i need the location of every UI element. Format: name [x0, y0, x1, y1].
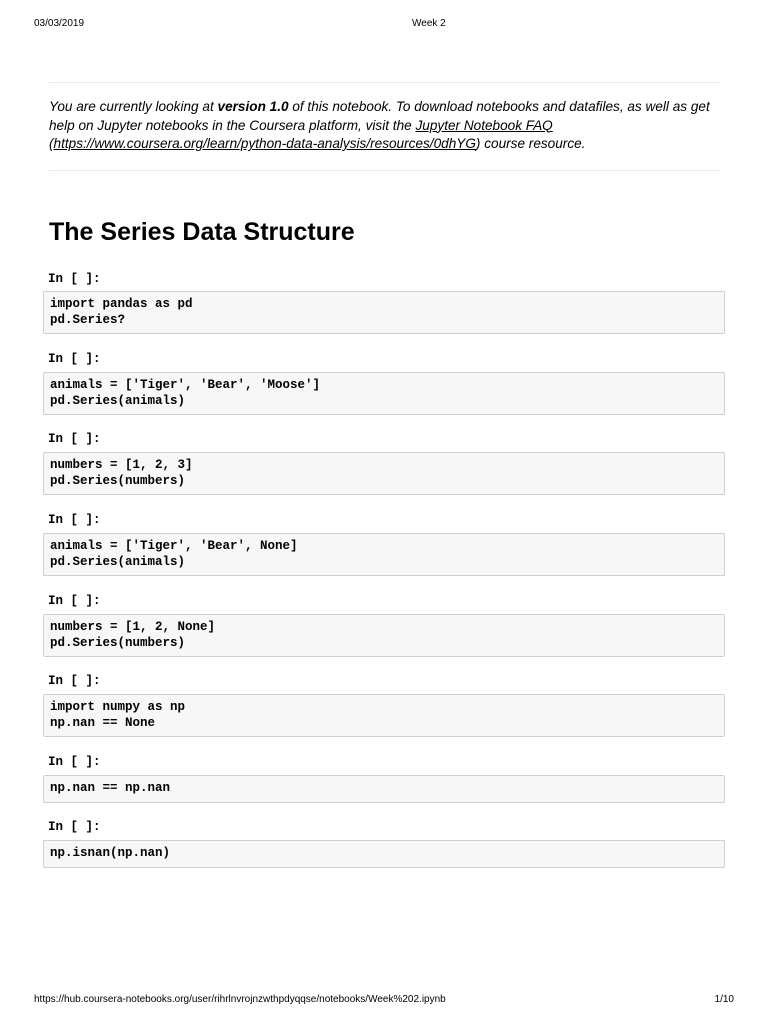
cell-prompt: In [ ]:	[48, 820, 101, 834]
cell-prompt: In [ ]:	[48, 755, 101, 769]
code-input[interactable]	[43, 533, 725, 576]
intro-version: version 1.0	[217, 99, 289, 114]
divider-bottom	[49, 170, 720, 171]
intro-paragraph	[49, 98, 729, 154]
cell-prompt: In [ ]:	[48, 352, 101, 366]
code-input[interactable]	[43, 372, 725, 415]
intro-prefix: You are currently looking at	[49, 99, 218, 114]
code-input[interactable]	[43, 775, 725, 803]
print-date: 03/03/2019	[34, 18, 85, 29]
print-header	[34, 18, 734, 30]
cell-prompt: In [ ]:	[48, 594, 101, 608]
cell-prompt: In [ ]:	[48, 513, 101, 527]
faq-url-link[interactable]: https://www.coursera.org/learn/python-data-analysis/resources/0dhYG	[53, 136, 476, 151]
code-text: animals = ['Tiger', 'Bear', 'Moose'] pd.Series(animals)	[50, 378, 321, 408]
cell-prompt: In [ ]:	[48, 272, 101, 286]
code-input[interactable]	[43, 840, 725, 868]
print-footer	[34, 994, 734, 1006]
intro-paren-close: )	[475, 136, 481, 151]
section-title: The Series Data Structure	[49, 218, 355, 246]
footer-url: https://hub.coursera-notebooks.org/user/rihrlnvrojnzwthpdyqqse/notebooks/Week%202.ipynb	[34, 994, 446, 1005]
code-text: import pandas as pd pd.Series?	[50, 297, 193, 327]
intro-suffix: course resource.	[480, 136, 586, 151]
cell-prompt: In [ ]:	[48, 674, 101, 688]
code-input[interactable]	[43, 291, 725, 334]
code-text: np.isnan(np.nan)	[50, 846, 171, 860]
print-title: Week 2	[412, 18, 446, 29]
cell-prompt: In [ ]:	[48, 432, 101, 446]
footer-page-number: 1/10	[714, 994, 734, 1005]
code-text: numbers = [1, 2, None] pd.Series(numbers)	[50, 620, 216, 650]
code-text: import numpy as np np.nan == None	[50, 700, 186, 730]
code-text: np.nan == np.nan	[50, 781, 171, 795]
faq-link[interactable]: Jupyter Notebook FAQ	[415, 117, 553, 133]
code-input[interactable]	[43, 694, 725, 737]
code-text: animals = ['Tiger', 'Bear', None] pd.Series(animals)	[50, 539, 298, 569]
code-input[interactable]	[43, 452, 725, 495]
intro-middle: of this notebook. To download notebooks and datafiles, as well as get help on Jupyter notebooks in the Coursera platform, visit the	[49, 99, 710, 133]
divider-top	[49, 82, 720, 83]
intro-paren-open: (	[49, 136, 54, 151]
code-input[interactable]	[43, 614, 725, 657]
code-text: numbers = [1, 2, 3] pd.Series(numbers)	[50, 458, 193, 488]
